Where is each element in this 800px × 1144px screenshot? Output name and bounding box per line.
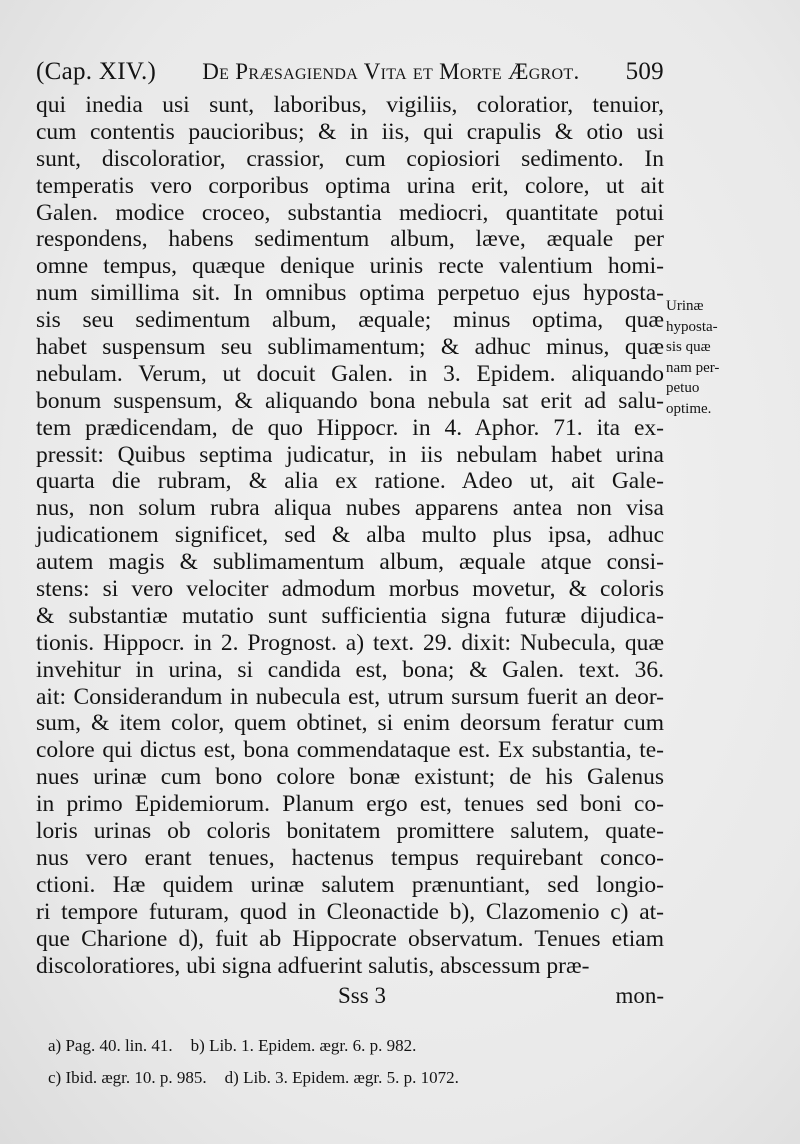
running-head — [36, 58, 664, 86]
text-line: Galen. modice croceo, substantia mediocri, quantitate potui — [36, 199, 664, 226]
footnote: d) Lib. 3. Epidem. ægr. 5. p. 1072. — [224, 1068, 459, 1087]
text-line: nebulam. Verum, ut docuit Galen. in 3. Epidem. aliquando — [36, 360, 664, 387]
margin-note-line: sis quæ — [666, 339, 711, 355]
text-line: sis seu sedimentum album, æquale; minus optima, quæ — [36, 307, 664, 334]
text-line: quarta die rubram, & alia ex ratione. Adeo ut, ait Gale- — [36, 468, 664, 495]
running-title: De Præsagienda Vita et Morte Ægrot. — [202, 59, 580, 84]
margin-note-line: petuo — [666, 380, 700, 396]
text-line: pressit: Quibus septima judicatur, in iis nebulam habet urina — [36, 441, 664, 468]
text-line: nus, non solum rubra aliqua nubes apparens antea non visa — [36, 495, 664, 522]
text-line: loris urinas ob coloris bonitatem promittere salutem, quate- — [36, 818, 664, 845]
text-line: invehitur in urina, si candida est, bona; & Galen. text. 36. — [36, 656, 664, 683]
text-line: tem prædicendam, de quo Hippocr. in 4. Aphor. 71. ita ex- — [36, 414, 664, 441]
footnotes — [48, 1030, 668, 1094]
footnote: a) Pag. 40. lin. 41. — [48, 1036, 173, 1055]
margin-note-line: Urinæ — [666, 298, 704, 314]
margin-note-line: optime. — [666, 400, 712, 417]
text-line: que Charione d), fuit ab Hippocrate observatum. Tenues etiam — [36, 925, 664, 952]
catchword: mon- — [615, 983, 664, 1008]
margin-note-line: hyposta- — [666, 318, 718, 335]
text-line: temperatis vero corporibus optima urina erit, colore, ut ait — [36, 172, 664, 199]
text-line: bonum suspensum, & aliquando bona nebula sat erit ad salu- — [36, 387, 664, 414]
body-text — [36, 92, 664, 979]
signature-mark: Sss 3 — [338, 983, 386, 1008]
text-line: ait: Considerandum in nubecula est, utrum sursum fuerit an deor- — [36, 683, 664, 710]
text-line: ri tempore futuram, quod in Cleonactide b), Clazomenio c) at- — [36, 898, 664, 925]
text-line: ctioni. Hæ quidem urinæ salutem prænuntiant, sed longio- — [36, 871, 664, 898]
text-line: sunt, discoloratior, crassior, cum copiosiori sedimento. In — [36, 145, 664, 172]
text-line: & substantiæ mutatio sunt sufficientia signa futuræ dijudica- — [36, 602, 664, 629]
footnote: c) Ibid. ægr. 10. p. 985. — [48, 1068, 207, 1087]
text-line: discoloratiores, ubi signa adfuerint salutis, abscessum præ- — [36, 952, 590, 979]
text-line: tionis. Hippocr. in 2. Prognost. a) text. 29. dixit: Nubecula, quæ — [36, 629, 664, 656]
footnote-row — [48, 1062, 668, 1094]
text-line: nues urinæ cum bono colore bonæ existunt; de his Galenus — [36, 764, 664, 791]
footnote-row — [48, 1030, 668, 1062]
margin-note-line: nam per- — [666, 359, 720, 376]
chapter-label: (Cap. XIV.) — [36, 58, 157, 85]
text-line: autem magis & sublimamentum album, æquale atque consi- — [36, 549, 664, 576]
footnote: b) Lib. 1. Epidem. ægr. 6. p. 982. — [190, 1036, 417, 1055]
text-line: in primo Epidemiorum. Planum ergo est, tenues sed boni co- — [36, 791, 664, 818]
signature-line — [36, 983, 664, 1009]
page-number: 509 — [625, 58, 664, 85]
text-line: nus vero erant tenues, hactenus tempus requirebant conco- — [36, 844, 664, 871]
text-line: respondens, habens sedimentum album, læve, æquale per — [36, 226, 664, 253]
margin-note — [666, 296, 756, 419]
text-line: sum, & item color, quem obtinet, si enim deorsum feratur cum — [36, 710, 664, 737]
text-line: judicationem significet, sed & alba multo plus ipsa, adhuc — [36, 522, 664, 549]
text-line: stens: si vero velociter admodum morbus movetur, & coloris — [36, 576, 664, 603]
text-line: cum contentis paucioribus; & in iis, qui crapulis & otio usi — [36, 118, 664, 145]
text-line: habet suspensum seu sublimamentum; & adhuc minus, quæ — [36, 334, 664, 361]
text-line: qui inedia usi sunt, laboribus, vigiliis, coloratior, tenuior, — [36, 92, 664, 118]
text-line: colore qui dictus est, bona commendataque est. Ex substantia, te- — [36, 737, 664, 764]
text-line: num simillima sit. In omnibus optima perpetuo ejus hyposta- — [36, 280, 664, 307]
text-line: omne tempus, quæque denique urinis recte valentium homi- — [36, 253, 664, 280]
